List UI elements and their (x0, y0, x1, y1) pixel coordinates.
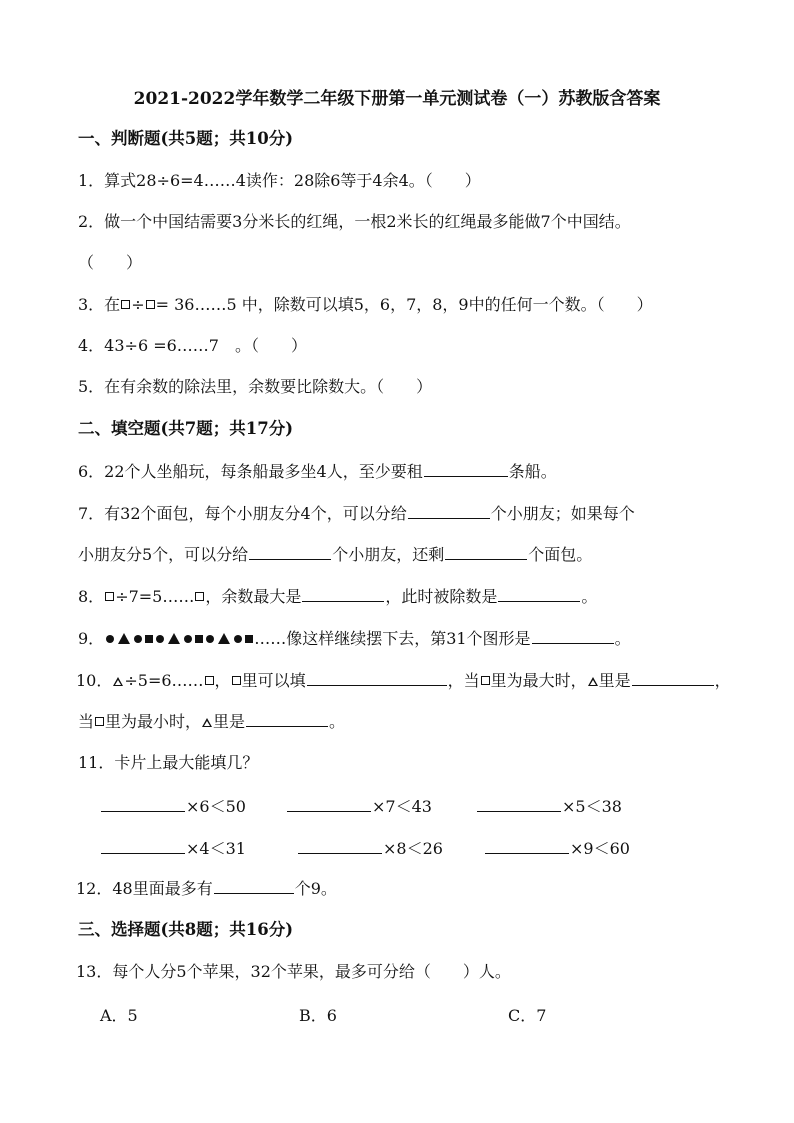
triangle-symbol-icon (113, 677, 123, 686)
section-fill-heading: 二、填空题(共7题；共17分) (78, 419, 294, 438)
page-title: 2021-2022学年数学二年级下册第一单元测试卷（一）苏教版含答案 (133, 89, 661, 109)
q9-text-2: ……像这样继续摆下去，第31个图形是 (254, 629, 531, 648)
question-13: 13．每个人分5个苹果，32个苹果，最多可分给（ ）人。 (76, 962, 511, 981)
q11-item (476, 794, 622, 817)
q10-text-10: 里为最小时， (105, 712, 202, 731)
q12-text-1: 12．48里面最多有 (76, 879, 213, 898)
q9-text-1: 9． (78, 629, 105, 648)
box-icon (195, 592, 204, 601)
question-8 (78, 585, 754, 608)
q10-text-12: 。 (329, 712, 346, 731)
q7-text-3: 小朋友分5个，可以分给 (78, 545, 249, 564)
question-6 (78, 460, 754, 483)
q11-item-text: ×6＜50 (186, 797, 246, 816)
circle-shape-icon (184, 635, 192, 643)
answer-blank[interactable] (298, 837, 382, 854)
triangle-shape-icon (118, 633, 130, 644)
q11-item (100, 836, 246, 859)
question-2-answer-paren: （ ） (78, 253, 143, 272)
question-10-line-2 (78, 710, 754, 733)
question-3 (78, 294, 754, 316)
answer-blank[interactable] (532, 627, 614, 644)
answer-blank[interactable] (408, 502, 490, 519)
q10-text-1: 10． (76, 671, 113, 690)
question-10-line-1 (76, 669, 754, 692)
q10-text-2: ÷5=6…… (124, 671, 204, 690)
answer-blank[interactable] (632, 669, 714, 686)
q8-text-4: ，此时被除数是 (385, 587, 498, 606)
q10-text-3: ， (214, 671, 231, 690)
triangle-shape-icon (218, 633, 230, 644)
q8-text-3: ，余数最大是 (205, 587, 302, 606)
answer-blank[interactable] (101, 837, 185, 854)
q11-item-text: ×8＜26 (383, 839, 443, 858)
box-icon (232, 676, 241, 685)
q10-text-9: 当 (78, 712, 95, 731)
q7-text-4: 个小朋友，还剩 (332, 545, 445, 564)
box-icon (481, 676, 490, 685)
question-4: 4．43÷6 =6……7 。（ ） (78, 336, 307, 355)
q8-text-1: 8． (78, 587, 105, 606)
q7-text-2: 个小朋友；如果每个 (490, 504, 635, 523)
q11-item (100, 794, 246, 817)
q9-text-3: 。 (614, 629, 631, 648)
answer-blank[interactable] (246, 710, 328, 727)
q11-item (286, 794, 432, 817)
answer-blank[interactable] (302, 585, 384, 602)
answer-blank[interactable] (101, 795, 185, 812)
answer-blank[interactable] (287, 795, 371, 812)
q3-text-2: ÷ (131, 295, 145, 314)
q6-text-1: 6．22个人坐船玩，每条船最多坐4人，至少要租 (78, 462, 423, 481)
q10-text-4: 里可以填 (241, 671, 306, 690)
triangle-symbol-icon (202, 718, 212, 727)
box-icon (146, 300, 155, 309)
circle-shape-icon (156, 635, 164, 643)
q11-item-text: ×5＜38 (562, 797, 622, 816)
q10-text-11: 里是 (213, 712, 246, 731)
answer-blank[interactable] (249, 543, 331, 560)
answer-blank[interactable] (214, 877, 294, 894)
q7-text-5: 个面包。 (528, 545, 593, 564)
q10-text-5: ，当 (447, 671, 480, 690)
question-1: 1．算式28÷6=4……4读作：28除6等于4余4。（ ） (78, 171, 481, 190)
square-shape-icon (195, 635, 203, 643)
answer-blank[interactable] (424, 460, 508, 477)
section-choice-heading: 三、选择题(共8题；共16分) (78, 920, 294, 939)
answer-blank[interactable] (477, 795, 561, 812)
q6-text-2: 条船。 (508, 462, 557, 481)
circle-shape-icon (106, 635, 114, 643)
q8-text-2: ÷7=5…… (115, 587, 195, 606)
triangle-symbol-icon (588, 677, 598, 686)
option-b[interactable]: B．6 (299, 1006, 337, 1025)
q7-text-1: 7．有32个面包，每个小朋友分4个，可以分给 (78, 504, 407, 523)
question-9 (78, 627, 754, 650)
question-12 (76, 877, 754, 900)
answer-blank[interactable] (485, 837, 569, 854)
circle-shape-icon (206, 635, 214, 643)
q3-text-3: = 36……5 中，除数可以填5，6，7，8，9中的任何一个数。（ ） (155, 295, 653, 314)
q10-text-8: ， (714, 671, 731, 690)
q8-text-5: 。 (581, 587, 598, 606)
option-a[interactable]: A．5 (100, 1006, 138, 1025)
answer-blank[interactable] (307, 669, 447, 686)
box-icon (95, 717, 104, 726)
option-c[interactable]: C．7 (508, 1006, 547, 1025)
box-icon (121, 300, 130, 309)
answer-blank[interactable] (445, 543, 527, 560)
section-judgment-heading: 一、判断题(共5题；共10分) (78, 129, 294, 148)
q11-item-text: ×9＜60 (570, 839, 630, 858)
q11-item-text: ×4＜31 (186, 839, 246, 858)
square-shape-icon (145, 635, 153, 643)
square-shape-icon (245, 635, 253, 643)
question-2: 2．做一个中国结需要3分米长的红绳，一根2米长的红绳最多能做7个中国结。 (78, 212, 631, 231)
circle-shape-icon (134, 635, 142, 643)
question-5: 5．在有余数的除法里，余数要比除数大。（ ） (78, 377, 433, 396)
answer-blank[interactable] (498, 585, 580, 602)
question-7-line-2 (78, 543, 754, 566)
q3-text-1: 3．在 (78, 295, 121, 314)
box-icon (205, 676, 214, 685)
q10-text-6: 里为最大时， (490, 671, 587, 690)
q11-item (484, 836, 630, 859)
q11-item (297, 836, 443, 859)
question-7-line-1 (78, 502, 754, 525)
circle-shape-icon (234, 635, 242, 643)
box-icon (105, 592, 114, 601)
question-11: 11．卡片上最大能填几？ (78, 753, 259, 772)
q11-item-text: ×7＜43 (372, 797, 432, 816)
q10-text-7: 里是 (598, 671, 631, 690)
q12-text-2: 个9。 (294, 879, 337, 898)
triangle-shape-icon (168, 633, 180, 644)
